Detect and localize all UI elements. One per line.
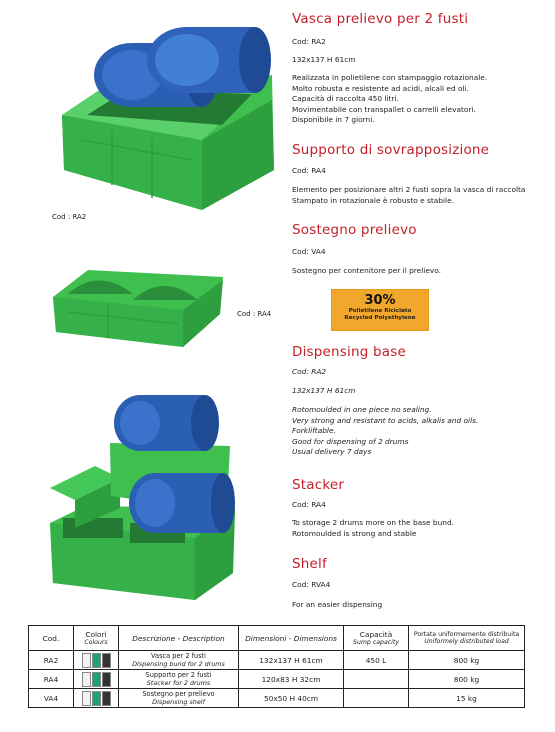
cell-description-en: Dispensing shelf	[152, 698, 205, 706]
recycled-label-en: Recycled Polyethylene	[344, 315, 416, 321]
cell-capacity: 450 L	[344, 651, 409, 670]
cell-load: 800 kg	[409, 651, 525, 670]
col-header-portata	[409, 626, 525, 651]
table-row	[29, 651, 525, 670]
color-swatch-green	[92, 653, 101, 668]
col-header-portata-en: Uniformely distributed load	[424, 638, 509, 645]
cell-cod: VA4	[29, 689, 74, 708]
color-swatch-light	[82, 672, 91, 687]
color-swatch-green	[92, 672, 101, 687]
product-title-ra4-en: Stacker	[292, 477, 345, 493]
cell-colours	[74, 670, 119, 689]
ra2-caption: Cod : RA2	[52, 213, 87, 221]
product-dimensions: 132x137 H 61cm	[292, 386, 356, 395]
product-title-ra2-en: Dispensing base	[292, 344, 406, 360]
table-row	[29, 689, 525, 708]
product-description: For an easier dispensing	[292, 600, 383, 609]
col-header-capacita	[344, 626, 409, 651]
cell-dimensions: 120x83 H 32cm	[239, 670, 344, 689]
cell-description-en: Stacker for 2 drums	[146, 679, 211, 687]
col-header-portata-it: Portata uniformemente distribuita	[413, 631, 520, 638]
product-code: Cod: RA4	[292, 166, 326, 175]
cell-dimensions: 50x50 H 40cm	[239, 689, 344, 708]
cell-colours	[74, 651, 119, 670]
color-swatch-light	[82, 691, 91, 706]
cell-cod: RA4	[29, 670, 74, 689]
product-code: Cod: RVA4	[292, 580, 331, 589]
product-title-va4-en: Shelf	[292, 556, 327, 572]
product-description: Realizzata in polietilene con stampaggio rotazionale. Molto robusta e resistente ad acidi, alcali ed oli. Capacità di raccolta 450 litri. Movimentabile con transpallet o carrelli elevatori. Disponibile in 7 giorni.	[292, 73, 488, 125]
cell-capacity	[344, 670, 409, 689]
col-header-dimensioni: Dimensioni - Dimensions	[239, 626, 344, 651]
cell-cod: RA2	[29, 651, 74, 670]
col-header-capacita-en: Sump capacity	[353, 639, 399, 646]
recycled-badge	[331, 289, 429, 331]
cell-load: 800 kg	[409, 670, 525, 689]
cell-colours	[74, 689, 119, 708]
product-description: Rotomoulded in one piece no sealing. Very strong and resistant to acids, alkalis and oils. Forkliftable. Good for dispensing of 2 drums Usual delivery 7 days	[292, 405, 479, 457]
cell-capacity	[344, 689, 409, 708]
color-swatch-black	[102, 653, 111, 668]
color-swatch-light	[82, 653, 91, 668]
cell-description-en: Dispensing bund for 2 drums	[132, 660, 225, 668]
col-header-colori	[74, 626, 119, 651]
cell-description	[119, 670, 239, 689]
cell-description-it: Supporto per 2 fusti	[145, 671, 212, 679]
ra4-caption: Cod : RA4	[237, 310, 272, 318]
cell-description	[119, 651, 239, 670]
col-header-descrizione: Descrizione - Description	[119, 626, 239, 651]
col-header-colori-it: Colori	[85, 630, 107, 639]
color-swatch-green	[92, 691, 101, 706]
color-swatch-black	[102, 691, 111, 706]
cell-dimensions: 132x137 H 61cm	[239, 651, 344, 670]
cell-load: 15 kg	[409, 689, 525, 708]
table-header-row	[29, 626, 525, 651]
product-description: To storage 2 drums more on the base bund. Rotomoulded is strong and stable	[292, 518, 455, 538]
cell-description-it: Vasca per 2 fusti	[151, 652, 206, 660]
ra2-bund-image	[52, 20, 280, 215]
product-code: Cod: RA2	[292, 367, 327, 376]
product-description: Sostegno per contenitore per il prelievo.	[292, 266, 441, 275]
col-header-capacita-it: Capacità	[359, 630, 393, 639]
col-header-cod: Cod.	[29, 626, 74, 651]
color-swatch-black	[102, 672, 111, 687]
ra4-stacker-image	[48, 252, 226, 352]
table-row	[29, 670, 525, 689]
recycled-label-it: Polietilene Riciclato	[348, 308, 412, 314]
recycled-percent: 30%	[364, 293, 396, 308]
product-description: Elemento per posizionare altri 2 fusti sopra la vasca di raccolta Stampato in rotazionale è robusto e stabile.	[292, 185, 526, 205]
col-header-colori-en: Colours	[84, 639, 108, 646]
cell-description-it: Sostegno per prelievo	[142, 690, 215, 698]
product-dimensions: 132x137 H 61cm	[292, 55, 356, 64]
product-title-va4-it: Sostegno prelievo	[292, 222, 417, 238]
product-title-ra2-it: Vasca prelievo per 2 fusti	[292, 11, 469, 27]
stacked-assembly-image	[45, 388, 240, 603]
cell-description	[119, 689, 239, 708]
spec-table	[28, 625, 525, 708]
product-code: Cod: RA4	[292, 500, 326, 509]
product-code: Cod: VA4	[292, 247, 326, 256]
product-title-ra4-it: Supporto di sovrapposizione	[292, 142, 490, 158]
product-code: Cod: RA2	[292, 37, 326, 46]
